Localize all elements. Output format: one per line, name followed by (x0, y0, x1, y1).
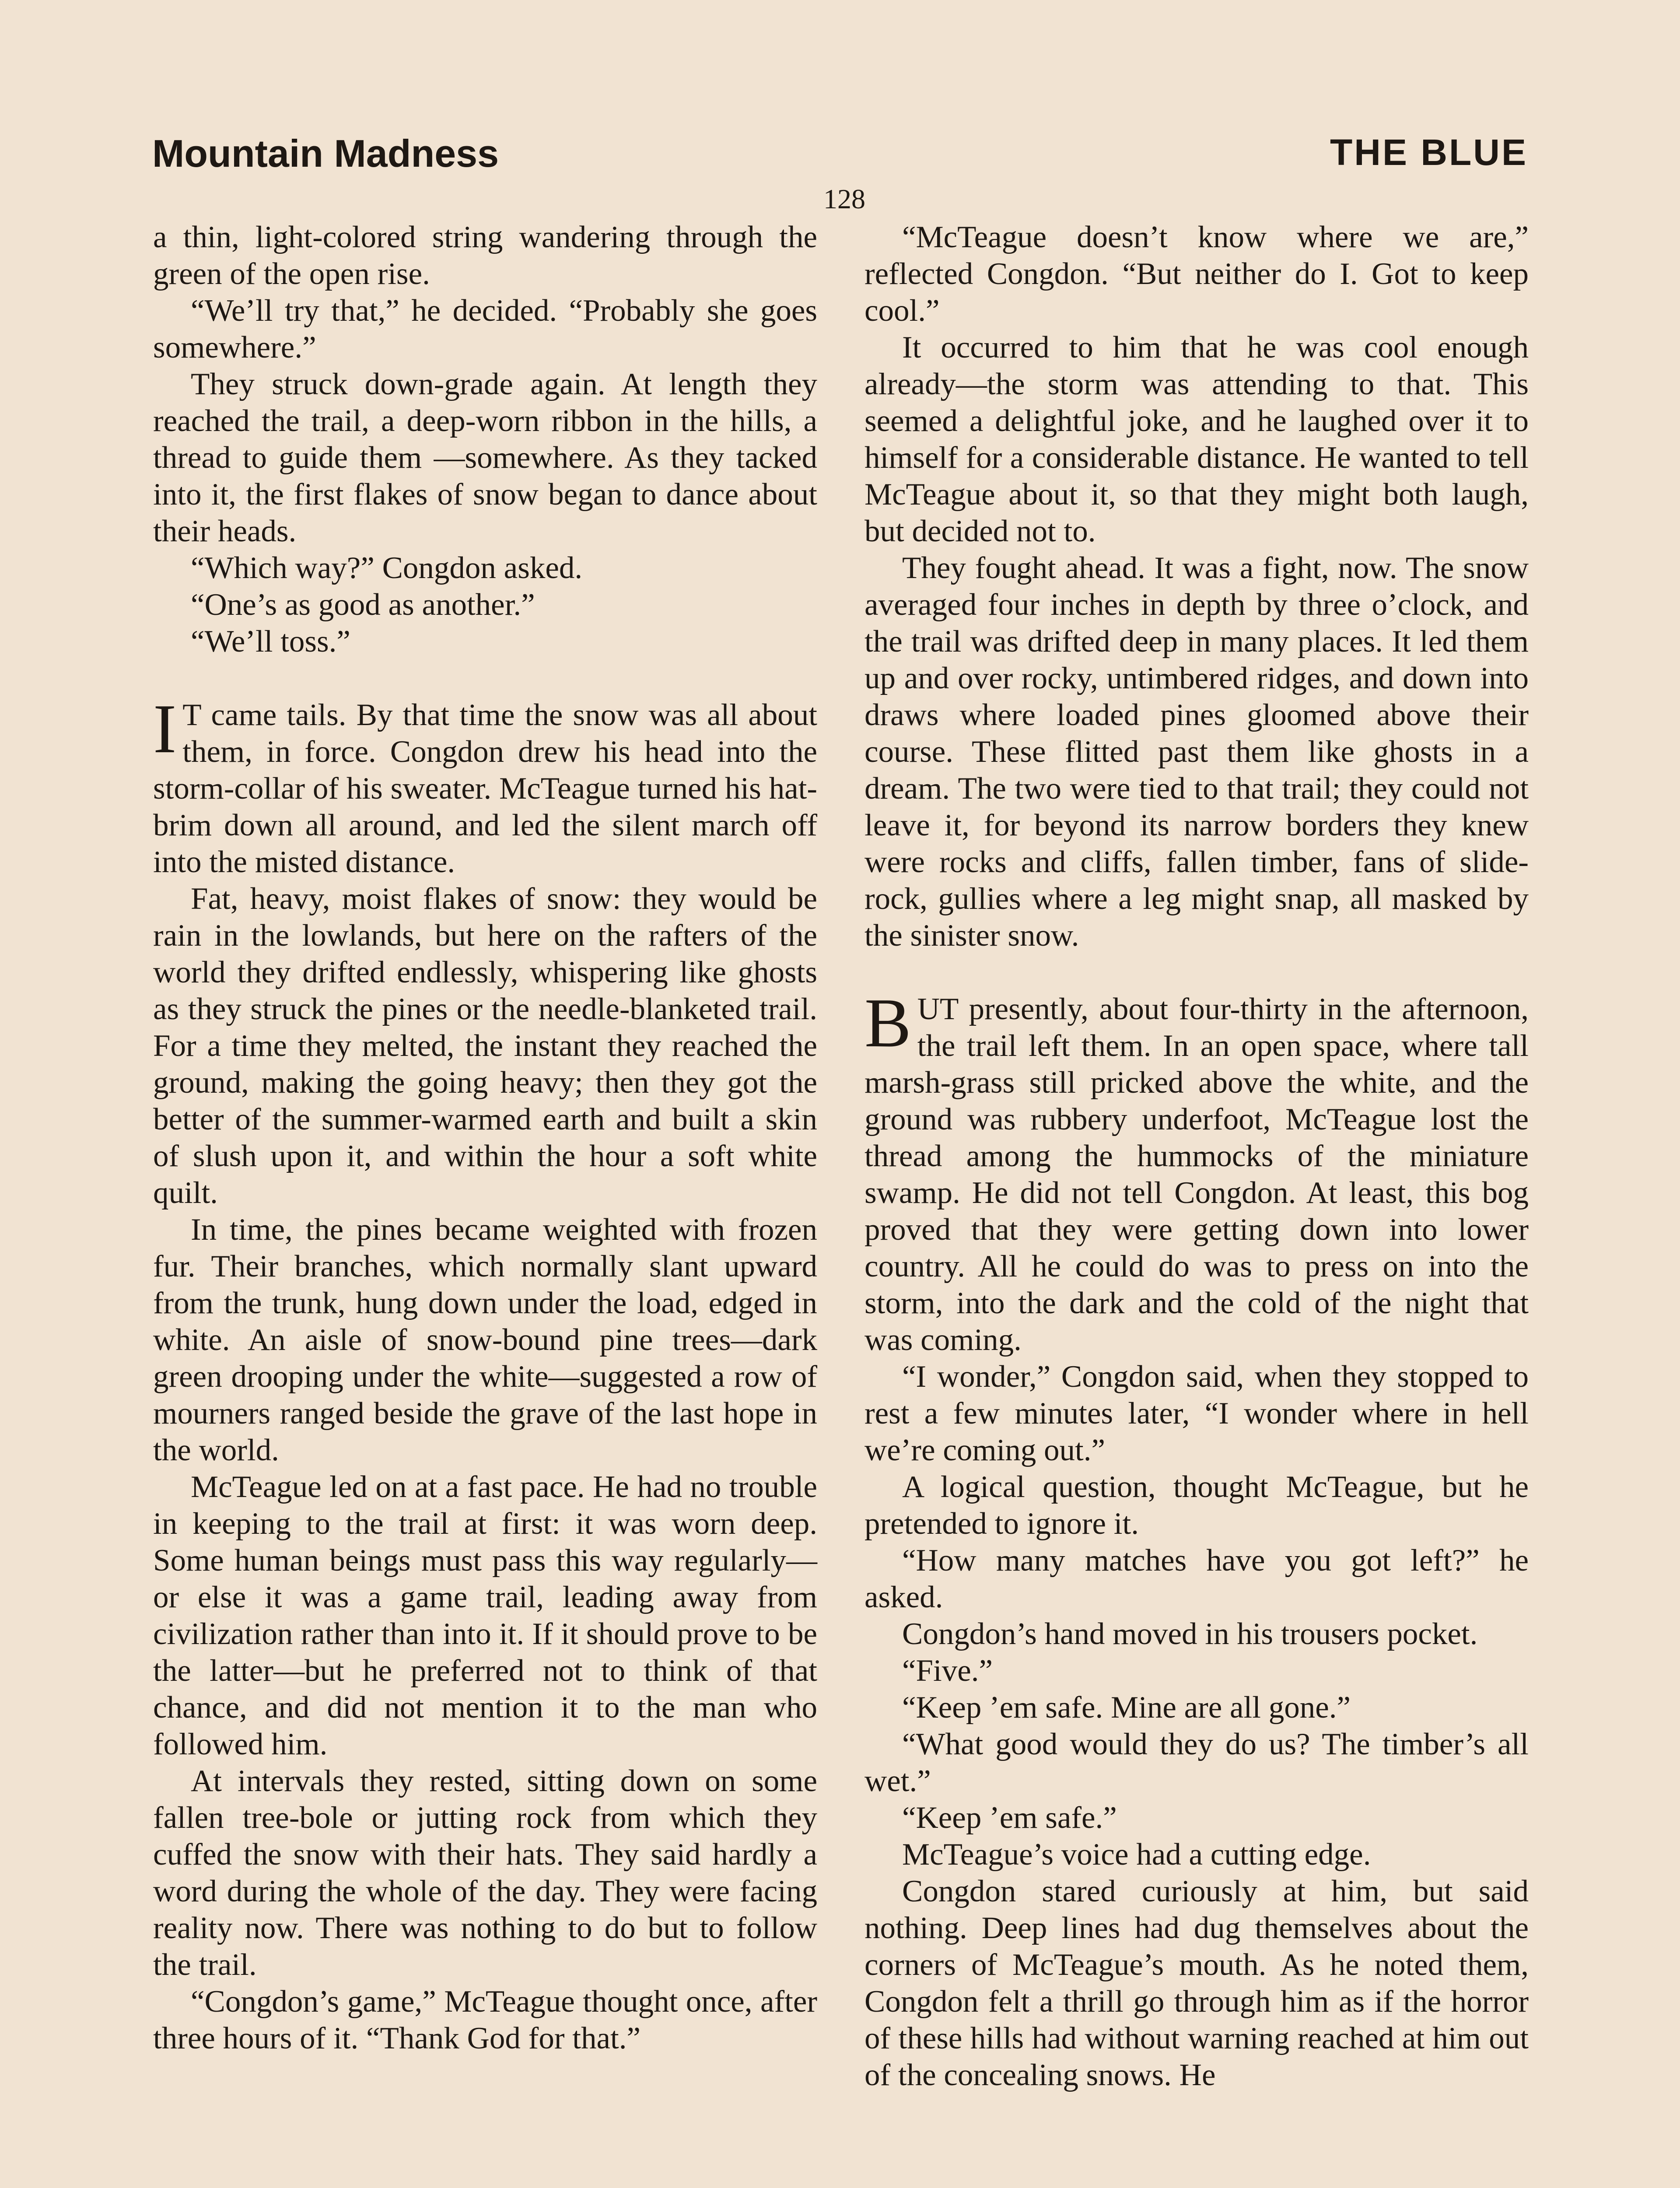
paragraph: “We’ll toss.” (191, 624, 350, 659)
paragraph: It occurred to him that he was cool enough already—the storm was attending to that. This seemed a delightful joke, and he laughed over it to himself for a considerable distance. He wanted to tell McTeague about it, so that they might both laugh, but decided not to. (864, 330, 1529, 548)
section-start-paragraph (153, 690, 817, 880)
paragraph: In time, the pines became weighted with frozen fur. Their branches, which normally slant upward from the trunk, hung down under the load, edged in white. An aisle of snow-bound pine trees—dark green drooping under the white—suggested a row of mourners ranged beside the grave of the last hope in the world. (153, 1213, 817, 1467)
paragraph: “Five.” (902, 1654, 993, 1688)
paragraph: Fat, heavy, moist flakes of snow: they would be rain in the lowlands, but here on the rafters of the world they drifted endlessly, whispering like ghosts as they struck the pines or the needle-blanketed trail. For a time they melted, the instant they reached the ground, making the going heavy; then they got the better of the summer-warmed earth and built a skin of slush upon it, and within the hour a soft white quilt. (153, 882, 817, 1210)
paragraph: “Which way?” Congdon asked. (191, 551, 583, 585)
paragraph: Congdon stared curiously at him, but said nothing. Deep lines had dug themselves about the corners of McTeague’s mouth. As he noted them, Congdon felt a thrill go through him as if the horror of these hills had without warning reached at him out of the concealing snows. He (864, 1874, 1529, 2092)
paragraph: “Congdon’s game,” McTeague thought once, after three hours of it. “Thank God for that.” (153, 1985, 817, 2055)
running-head-title: Mountain Madness (152, 132, 499, 175)
paragraph: Congdon’s hand moved in his trousers pocket. (902, 1617, 1478, 1651)
paragraph: A logical question, thought McTeague, but he pretended to ignore it. (864, 1470, 1529, 1541)
paragraph: At intervals they rested, sitting down on some fallen tree-bole or jutting rock from which they cuffed the snow with their hats. They said hardly a word during the whole of the day. They were facing reality now. There was nothing to do but to follow the trail. (153, 1764, 817, 1982)
paragraph: They struck down-grade again. At length they reached the trail, a deep-worn ribbon in the hills, a thread to guide them —somewhere. As they tacked into it, the first flakes of snow began to dance about their heads. (153, 367, 817, 548)
paragraph: “One’s as good as another.” (191, 588, 535, 622)
paragraph: They fought ahead. It was a fight, now. The snow averaged four inches in depth by three o’clock, and the trail was drifted deep in many places. It led them up and over rocky, untimbered ridges, and down into draws where loaded pines gloomed above their course. These flitted past them like ghosts in a dream. The two were tied to that trail; they could not leave it, for beyond its narrow borders they knew were rocks and cliffs, fallen timber, fans of slide-rock, gullies where a leg might snap, all masked by the sinister snow. (864, 551, 1529, 953)
paragraph: a thin, light-colored string wandering through the green of the open rise. (153, 220, 817, 291)
paragraph: “We’ll try that,” he decided. “Probably she goes somewhere.” (153, 294, 817, 365)
running-head-magazine: THE BLUE (1330, 132, 1528, 173)
paragraph-text: T came tails. By that time the snow was all about them, in force. Congdon drew his head into the storm-collar of his sweater. McTeague turned his hat-brim down all around, and led the silent march off into the misted distance. (153, 698, 817, 879)
paragraph: “McTeague doesn’t know where we are,” reflected Congdon. “But neither do I. Got to keep cool.” (864, 220, 1529, 328)
paragraph: “How many matches have you got left?” he asked. (864, 1543, 1529, 1614)
paragraph: “Keep ’em safe.” (902, 1801, 1117, 1835)
paragraph: “Keep ’em safe. Mine are all gone.” (902, 1690, 1351, 1725)
drop-cap: B (864, 984, 911, 1062)
paragraph: McTeague led on at a fast pace. He had no trouble in keeping to the trail at first: it was worn deep. Some human beings must pass this way regularly—or else it was a game trail, leading away from civilization rather than into it. If it should prove to be the latter—but he preferred not to think of that chance, and did not mention it to the man who followed him. (153, 1470, 817, 1761)
paragraph: “What good would they do us? The timber’s all wet.” (864, 1727, 1529, 1798)
right-column (864, 219, 1529, 2093)
left-column (153, 219, 817, 2057)
paragraph: McTeague’s voice had a cutting edge. (902, 1837, 1371, 1872)
paragraph-text: UT presently, about four-thirty in the afternoon, the trail left them. In an open space, where tall marsh-grass still pricked above the white, and the ground was rubbery underfoot, McTeague lost the thread among the hummocks of the miniature swamp. He did not tell Congdon. At least, this bog proved that they were getting down into lower country. All he could do was to press on into the storm, into the dark and the cold of the night that was coming. (864, 992, 1529, 1357)
page-number: 128 (823, 183, 865, 214)
section-start-paragraph (864, 984, 1529, 1358)
paragraph: “I wonder,” Congdon said, when they stopped to rest a few minutes later, “I wonder where in hell we’re coming out.” (864, 1360, 1529, 1467)
drop-cap: I (153, 690, 177, 768)
